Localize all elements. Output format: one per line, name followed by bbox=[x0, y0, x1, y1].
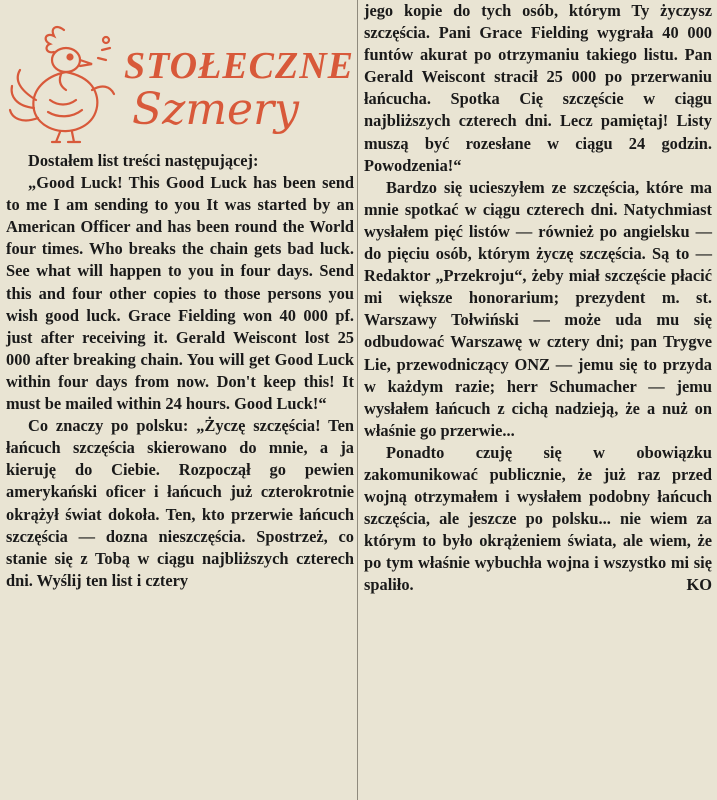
article-paragraph-2: „Good Luck! This Good Luck has been send to me I am sending to you It was started by an American Officer and has been round the World four times. Who breaks the chain gets bad luck. See what will happen to you in four days. Send this and four other copies to those persons you wish good luck. Grace Fielding won 40 000 pf. just after receiving it. Gerald Weiscont lost 25 000 after breaking chain. You will get Good Luck within four days from now. Don't keep this! It must be mailed within 24 hours. Good Luck!“ bbox=[6, 173, 354, 414]
article-paragraph-3: Co znaczy po polsku: „Życzę szczęścia! Ten łańcuch szczęścia skierowano do mnie, a ja kieruję do Ciebie. Rozpoczął go pewien amerykański oficer i łańcuch już czterokrotnie okrążył świat dokoła. Ten, kto przerwie łańcuch szczęścia — dozna nieszczęścia. Spostrzeż, co stanie się z Tobą w ciągu najbliższych czterech dni. Wyślij ten list i cztery bbox=[6, 416, 354, 590]
author-signature: KO bbox=[686, 575, 712, 595]
column-title: STOŁECZNE bbox=[124, 45, 355, 87]
article-paragraph-4: Bardzo się ucieszyłem ze szczęścia, które ma mnie spotkać w ciągu czterech dni. Natychmiast wysłałem pięć listów — również po angielsku — do pięciu osób, którym życzę szczęścia. Są to — Redaktor „Przekroju“, żeby miał szczęście płacić mi większe honorarium; prezydent m. st. Warszawy Tołwiński — może uda mu się odbudować Warszawę w cztery dni; pan Trygve Lie, przewodniczący ONZ — jemu się to przyda w każdym razie; herr Schumacher — jemu wysłałem łańcuch z cichą nadzieją, że a nuż on właśnie go przerwie... bbox=[364, 177, 712, 440]
column-subtitle: Szmery bbox=[132, 84, 299, 135]
article-paragraph-5-text: Ponadto czuję się w obowiązku zakomunikować publicznie, że już raz przed wojną otrzymałem i wysłałem podobny łańcuch szczęścia, ale jeszcze po polsku... nie wiem za którym to było okrążeniem świata, ale wiem, że po tym właśnie wybuchła wojna i wszystko mi się spaliło. bbox=[364, 442, 712, 595]
column-masthead bbox=[6, 0, 354, 150]
article-paragraph-5 bbox=[364, 442, 712, 597]
left-column bbox=[6, 0, 354, 800]
article-paragraph-1: Dostałem list treści następującej: bbox=[28, 151, 259, 170]
article-paragraph-3-continued: jego kopie do tych osób, którym Ty życzysz szczęścia. Pani Grace Fielding wygrała 40 000 funtów akurat po otrzymaniu takiego listu. Pan Gerald Weiscont stracił 25 000 po przerwaniu łańcucha. Spotka Cię szczęście w ciągu najbliższych czterech dni. Lecz pamiętaj! Listy muszą być rozesłane w ciągu 24 godzin. Powodzenia!“ bbox=[364, 1, 712, 175]
right-column bbox=[364, 0, 712, 800]
column-divider bbox=[357, 0, 358, 800]
rooster-mascot-icon bbox=[6, 20, 122, 144]
